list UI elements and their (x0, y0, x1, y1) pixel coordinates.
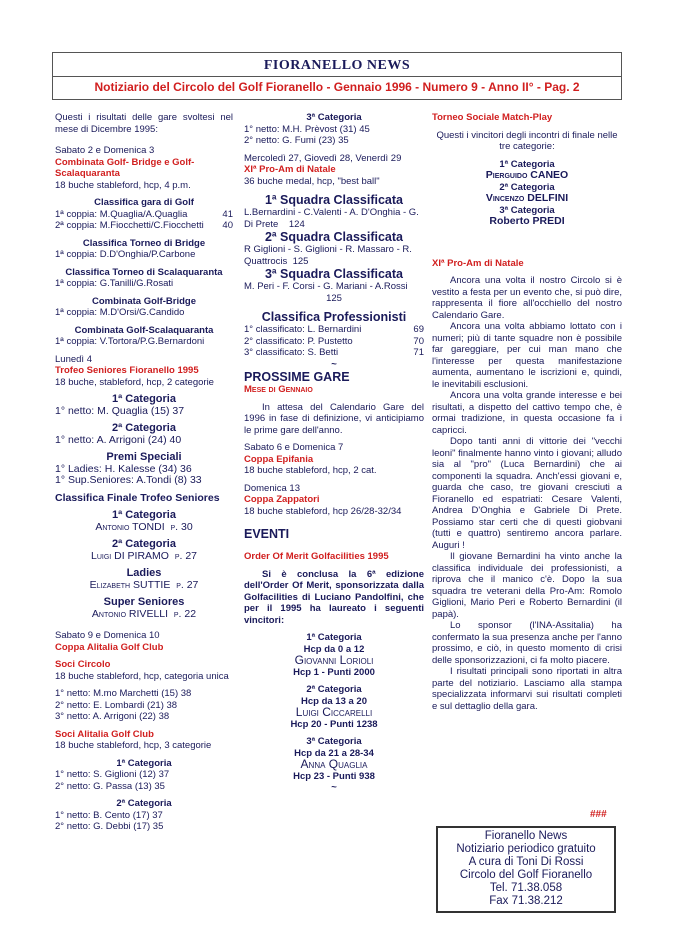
paragraph: Si è conclusa la 6ª edizione dell'Order Of Merit, sponsorizzata dalla Golfacilities di Luciano Pandolfini, che per il 1995 ha laureato i seguenti vincitori: (244, 568, 424, 626)
section-subheading: Mese di Gennaio (244, 384, 313, 395)
category-heading: 2ª Categoria (499, 181, 555, 193)
winner-row: Luigi DI PIRAMO p. 27 (90, 549, 197, 562)
event-format: 18 buche stableford, hcp, categoria unica (55, 670, 229, 682)
section-heading: Combinata Golf-Scalaquaranta (74, 324, 214, 336)
section-heading: EVENTI (244, 527, 290, 541)
category-heading: 1ª Categoria (112, 393, 176, 405)
category-heading: 3ª Categoria (499, 204, 555, 216)
paragraph: Dopo tanti anni di vittorie dei "vecchi leoni" finalmente hanno vinto i giovani; alludo sia al "pro" (Luca Bernardini) che ai componenti la squadra. Anch'essi giovani e, guarda che caso, tre giovani cresciuti a Fioranello ed espatriati: Cesare Valenti, Andrea D'Onghia e Gabriele Di Prete. Possiamo star certi che di questi giobvani (tutti e quattro) sentiremo ancora parlare. Auguri ! (432, 436, 622, 551)
winner-points: Hcp 1 - Punti 2000 (293, 666, 375, 678)
hcp-range: Hcp da 21 a 28-34 (294, 747, 374, 759)
winner-name: Anna Quaglia (300, 757, 368, 771)
newsletter-title: FIORANELLO NEWS (263, 58, 411, 73)
event-title: Coppa Epifania (244, 453, 314, 465)
column-3 (432, 112, 622, 712)
event-title: XIª Pro-Am di Natale (432, 257, 524, 269)
event-title: Trofeo Seniores Fioranello 1995 (55, 365, 199, 376)
event-format: 36 buche medal, hcp, "best ball" (244, 175, 380, 187)
event-title: Torneo Sociale Match-Play (432, 112, 553, 123)
result-row: 2° netto: G. Debbi (17) 35 (55, 821, 164, 832)
paragraph: Ancora una volta il nostro Circolo si è vestito a festa per un evento che, si può dire, rappresenta il fiore all'occhiello del nostro Calendario Gare. (432, 275, 622, 321)
winner-row: Elizabeth SUTTIE p. 27 (89, 578, 199, 591)
hcp-range: Hcp da 13 a 20 (300, 695, 367, 707)
credit-line: A cura di Toni Di Rossi (468, 856, 584, 868)
category-heading: 2ª Categoria (116, 798, 172, 809)
separator-tilde: ~ (331, 782, 337, 793)
credit-line: Tel. 71.38.058 (489, 882, 563, 894)
result-row: 1ª coppia: D.D'Onghia/P.Carbone (55, 249, 196, 260)
category-heading: 1ª Categoria (112, 509, 176, 521)
event-title: Coppa Zappatori (244, 494, 320, 505)
winner-row: Antonio RIVELLI p. 22 (91, 607, 197, 620)
result-row: 1° netto: A. Arrigoni (24) 40 (55, 433, 182, 446)
team-members: L.Bernardini - C.Valenti - A. D'Onghia - G. Di Prete 124 (244, 207, 419, 230)
category-heading: Premi Speciali (106, 451, 182, 463)
result-row: 2ª coppia: M.Fiocchetti/C.Fiocchetti 40 (55, 220, 233, 231)
credit-line: Fioranello News (484, 830, 568, 842)
result-row: 1ª coppia: M.Quaglia/A.Quaglia 41 (55, 208, 233, 220)
result-row: 2° netto: G. Passa (13) 35 (55, 780, 165, 792)
event-format: 18 buche, stableford, hcp, 2 categorie (55, 376, 214, 388)
category-heading: 3ª Categoria (306, 736, 362, 747)
category-heading: 2ª Categoria (112, 538, 176, 550)
event-title: Coppa Alitalia Golf Club (55, 641, 164, 653)
event-title: Order Of Merit Golfacilities 1995 (244, 551, 389, 562)
result-row: 1° Ladies: H. Kalesse (34) 36 (55, 462, 192, 475)
category-heading: 1ª Categoria (116, 757, 172, 769)
category-heading: Super Seniores (103, 596, 185, 608)
hcp-range: Hcp da 0 a 12 (303, 643, 365, 655)
event-date: Lunedì 4 (55, 353, 92, 365)
event-date: Sabato 6 e Domenica 7 (244, 442, 344, 453)
event-format: 18 buche stableford, hcp, 2 cat. (244, 465, 377, 476)
section-heading: Classifica Finale Trofeo Seniores (55, 491, 220, 504)
subsection-title: Soci Alitalia Golf Club (55, 728, 154, 740)
masthead-divider (53, 76, 621, 77)
section-heading: Combinata Golf-Bridge (92, 295, 196, 307)
credit-line: Fax 71.38.212 (489, 895, 563, 907)
event-date: Domenica 13 (244, 482, 300, 494)
separator-tilde: ~ (331, 358, 337, 370)
credit-line: Circolo del Golf Fioranello (459, 869, 593, 881)
result-row: 1° netto: M.mo Marchetti (15) 38 (55, 688, 192, 699)
result-row: 2° classificato: P. Pustetto 70 (244, 335, 424, 347)
event-format: 18 buche stableford, hcp, 4 p.m. (55, 179, 191, 191)
result-row: 1ª coppia: G.Tanilli/G.Rosati (55, 278, 174, 289)
result-row: 2° netto: G. Fumi (23) 35 (244, 135, 349, 146)
result-row: 1° netto: M. Quaglia (15) 37 (55, 404, 185, 417)
result-row: 1° netto: M.H. Prèvost (31) 45 (244, 123, 370, 135)
category-heading: 2ª Categoria (306, 684, 362, 695)
section-heading: Classifica Torneo di Scalaquaranta (65, 266, 223, 278)
team-heading: 3ª Squadra Classificata (264, 267, 404, 281)
credits-box (436, 826, 616, 913)
result-row: 3° netto: A. Arrigoni (22) 38 (55, 711, 170, 722)
category-heading: 1ª Categoria (499, 158, 555, 170)
result-row: 1° Sup.Seniores: A.Tondi (8) 33 (55, 474, 202, 486)
event-format: 18 buche stableford, hcp, 3 categorie (55, 740, 212, 751)
winner-name: Luigi Ciccarelli (295, 705, 373, 719)
masthead-box (52, 52, 622, 100)
team-heading: 1ª Squadra Classificata (264, 193, 404, 207)
result-row: 1ª coppia: M.D'Orsi/G.Candido (55, 307, 185, 318)
winner-name: Pierguido CANEO (485, 169, 569, 181)
subsection-title: Soci Circolo (55, 659, 111, 670)
section-heading: PROSSIME GARE (244, 370, 350, 384)
newsletter-subtitle: Notiziario del Circolo del Golf Fioranello - Gennaio 1996 - Numero 9 - Anno II° - Pag. 2 (94, 80, 580, 94)
paragraph: In attesa del Calendario Gare del 1996 in fase di definizione, vi anticipiamo le prime gare dell'anno. (244, 401, 424, 436)
paragraph: Il giovane Bernardini ha vinto anche la classifica individuale dei professionisti, a riprova che il manico c'è. Dopo la sua squadra tre veterani della Pro-Am: Romolo Giglioni, Mario Peri e Roberto Bernardini (il papà). (432, 551, 622, 620)
winner-name: Roberto PREDI (489, 215, 565, 227)
team-members: M. Peri - F. Corsi - G. Mariani - A.Rossi (244, 281, 408, 292)
section-heading: Classifica gara di Golf (94, 197, 194, 208)
result-row: 2° netto: E. Lombardi (21) 38 (55, 699, 178, 711)
section-heading: Classifica Professionisti (261, 310, 407, 324)
paragraph: I risultati principali sono riportati in altra parte del notiziario. Lasciamo alla stampa specializzata informarvi sui risultati completi e sul dettaglio della gara. (432, 666, 622, 712)
event-date: Mercoledì 27, Giovedì 28, Venerdì 29 (244, 152, 402, 164)
paragraph: Lo sponsor (l'INA-Assitalia) ha confermato la sua presenza anche per l'anno prossimo, e ciò, in questo momento di crisi delle sponsorizzazioni, ci fa molto piacere. (432, 620, 622, 666)
winner-name: Giovanni Lorioli (294, 653, 374, 667)
winner-points: Hcp 20 - Punti 1238 (290, 718, 378, 730)
credit-line: Notiziario periodico gratuito (456, 843, 596, 855)
paragraph: Questi i vincitori degli incontri di finale nelle tre categorie: (436, 129, 618, 152)
winner-points: Hcp 23 - Punti 938 (293, 770, 375, 782)
category-heading: 2ª Categoria (112, 422, 176, 434)
winner-name: Vincenzo DELFINI (485, 192, 569, 204)
category-heading: 3ª Categoria (306, 112, 362, 123)
event-title: Combinata Golf- Bridge e Golf-Scalaquaranta (55, 156, 195, 179)
paragraph: Ancora una volta abbiamo lottato con i numeri; più di tante squadre non è possibile far gareggiare, per cui man mano che l'interesse per questa manifestazione aumenta, aumentano le iscrizioni e, quindi, le inevitabili esclusioni. (432, 321, 622, 390)
event-date: Sabato 2 e Domenica 3 (55, 145, 155, 156)
team-members: R Giglioni - S. Giglioni - R. Massaro - R. Quattrocis 125 (244, 244, 412, 267)
result-row: 1° classificato: L. Bernardini 69 (244, 324, 424, 335)
column-1 (55, 112, 233, 833)
category-heading: Ladies (126, 567, 162, 579)
team-heading: 2ª Squadra Classificata (264, 230, 404, 244)
result-row: 3° classificato: S. Betti 71 (244, 347, 424, 358)
event-date: Sabato 9 e Domenica 10 (55, 630, 160, 641)
column-2 (244, 112, 424, 794)
winner-row: Antonio TONDI p. 30 (95, 520, 193, 533)
paragraph: Ancora una volta grande interesse e bei risultati, a dispetto del cattivo tempo che, è ormai tradizione, in questa occasione fa i capricci. (432, 390, 622, 436)
event-title: XIª Pro-Am di Natale (244, 164, 336, 175)
category-heading: 1ª Categoria (306, 632, 362, 643)
intro-text: Questi i risultati delle gare svoltesi nel mese di Dicembre 1995: (55, 112, 233, 135)
end-marker: ### (590, 809, 607, 820)
event-format: 18 buche stableford, hcp 26/28-32/34 (244, 505, 402, 517)
result-row: 1° netto: B. Cento (17) 37 (55, 809, 163, 821)
result-row: 1ª coppia: V.Tortora/P.G.Bernardoni (55, 336, 205, 347)
result-row: 1° netto: S. Giglioni (12) 37 (55, 769, 170, 780)
section-heading: Classifica Torneo di Bridge (82, 237, 206, 249)
team-score: 125 (326, 292, 342, 304)
